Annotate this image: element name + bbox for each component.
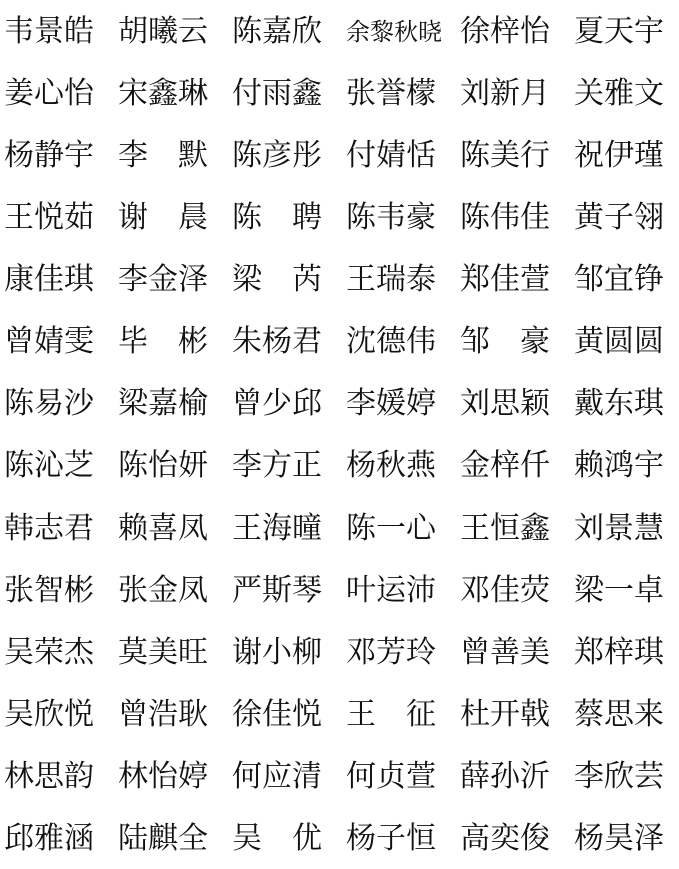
student-name: 陈易沙	[4, 386, 94, 422]
student-name: 陈伟佳	[460, 200, 550, 236]
student-name: 陈彦彤	[232, 138, 322, 174]
student-name: 谢小柳	[232, 634, 322, 670]
student-name: 胡曦云	[118, 14, 208, 50]
student-name: 李方正	[232, 448, 322, 484]
student-name: 李金泽	[118, 262, 208, 298]
student-name: 朱杨君	[232, 324, 322, 360]
student-name: 康佳琪	[4, 262, 94, 298]
student-name: 吴 优	[232, 820, 322, 856]
student-name: 曾浩耿	[118, 696, 208, 732]
student-name: 韩志君	[4, 510, 94, 546]
student-name: 张智彬	[4, 572, 94, 608]
student-name: 杨子恒	[346, 820, 436, 856]
student-name: 莫美旺	[118, 634, 208, 670]
student-name: 陈嘉欣	[232, 14, 322, 50]
student-name: 刘新月	[460, 76, 550, 112]
student-name: 杜开戟	[460, 696, 550, 732]
student-name: 严斯琴	[232, 572, 322, 608]
student-name: 付雨鑫	[232, 76, 322, 112]
student-name: 王悦茹	[4, 200, 94, 236]
student-name: 何贞萱	[346, 758, 436, 794]
student-name: 曾少邱	[232, 386, 322, 422]
student-name: 陈美行	[460, 138, 550, 174]
student-name: 黄子翎	[574, 200, 664, 236]
student-name: 姜心怡	[4, 76, 94, 112]
student-name: 张金凤	[118, 572, 208, 608]
student-name: 黄圆圆	[574, 324, 664, 360]
student-name: 梁 芮	[232, 262, 322, 298]
student-name: 何应清	[232, 758, 322, 794]
student-name: 金梓仟	[460, 448, 550, 484]
student-name: 王恒鑫	[460, 510, 550, 546]
student-name: 沈德伟	[346, 324, 436, 360]
student-name: 谢 晨	[118, 200, 208, 236]
student-name: 赖喜凤	[118, 510, 208, 546]
student-name: 王瑞泰	[346, 262, 436, 298]
student-name: 韦景皓	[4, 14, 94, 50]
name-roster	[4, 0, 676, 869]
student-name: 梁一卓	[574, 572, 664, 608]
student-name: 梁嘉榆	[118, 386, 208, 422]
student-name: 李欣芸	[574, 758, 664, 794]
student-name: 陆麒全	[118, 820, 208, 856]
student-name: 叶运沛	[346, 572, 436, 608]
student-name: 陈怡妍	[118, 448, 208, 484]
student-name: 邱雅涵	[4, 820, 94, 856]
student-name: 邹宜铮	[574, 262, 664, 298]
student-name: 李媛婷	[346, 386, 436, 422]
student-name: 邹 豪	[460, 324, 550, 360]
student-name: 关雅文	[574, 76, 664, 112]
student-name: 赖鸿宇	[574, 448, 664, 484]
student-name: 刘思颖	[460, 386, 550, 422]
student-name: 徐梓怡	[460, 14, 550, 50]
student-name: 刘景慧	[574, 510, 664, 546]
student-name: 戴东琪	[574, 386, 664, 422]
student-name: 徐佳悦	[232, 696, 322, 732]
student-name: 张誉檬	[346, 76, 436, 112]
student-name: 陈韦豪	[346, 200, 436, 236]
student-name: 曾善美	[460, 634, 550, 670]
student-name: 陈 聘	[232, 200, 322, 236]
student-name: 余黎秋晓	[346, 18, 442, 47]
student-name: 林怡婷	[118, 758, 208, 794]
student-name: 宋鑫琳	[118, 76, 208, 112]
student-name: 杨昊泽	[574, 820, 664, 856]
student-name: 夏天宇	[574, 14, 664, 50]
student-name: 毕 彬	[118, 324, 208, 360]
student-name: 杨静宇	[4, 138, 94, 174]
student-name: 付婧恬	[346, 138, 436, 174]
student-name: 吴荣杰	[4, 634, 94, 670]
student-name: 蔡思来	[574, 696, 664, 732]
student-name: 陈沁芝	[4, 448, 94, 484]
student-name: 薛孙沂	[460, 758, 550, 794]
student-name: 王 征	[346, 696, 436, 732]
student-name: 郑梓琪	[574, 634, 664, 670]
student-name: 高奕俊	[460, 820, 550, 856]
student-name: 邓芳玲	[346, 634, 436, 670]
student-name: 杨秋燕	[346, 448, 436, 484]
student-name: 陈一心	[346, 510, 436, 546]
student-name: 吴欣悦	[4, 696, 94, 732]
student-name: 林思韵	[4, 758, 94, 794]
student-name: 邓佳荧	[460, 572, 550, 608]
student-name: 李 默	[118, 138, 208, 174]
student-name: 郑佳萱	[460, 262, 550, 298]
student-name: 王海曈	[232, 510, 322, 546]
student-name: 祝伊瑾	[574, 138, 664, 174]
student-name: 曾婧雯	[4, 324, 94, 360]
